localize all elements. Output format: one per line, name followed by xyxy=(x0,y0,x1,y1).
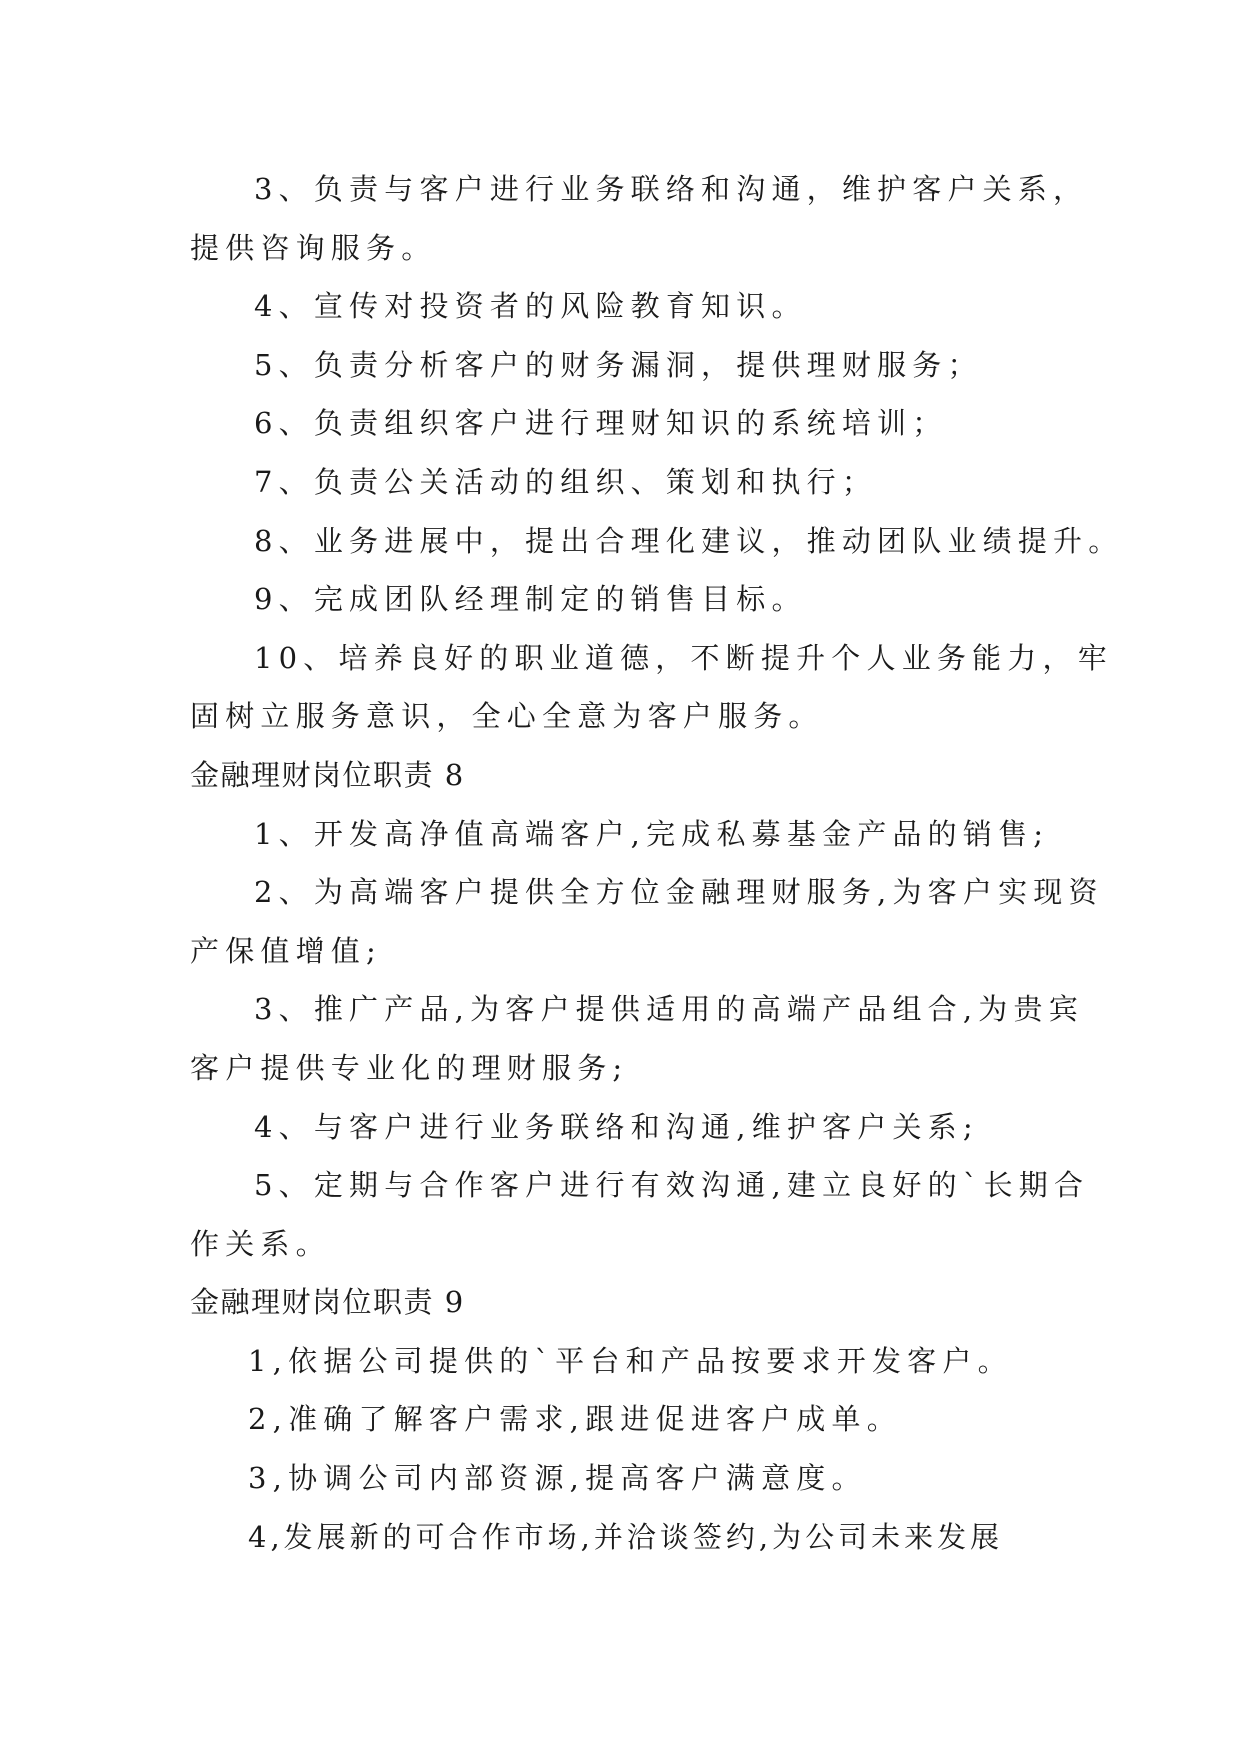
paragraph-line: 2、为高端客户提供全方位金融理财服务,为客户实现资 xyxy=(254,875,1104,910)
paragraph-line: 1、开发高净值高端客户,完成私募基金产品的销售; xyxy=(254,816,1050,851)
paragraph-line: 4、宣传对投资者的风险教育知识。 xyxy=(254,289,807,324)
section-heading: 金融理财岗位职责 8 xyxy=(190,757,465,792)
paragraph-line: 3,协调公司内部资源,提高客户满意度。 xyxy=(248,1461,867,1496)
paragraph-line: 6、负责组织客户进行理财知识的系统培训； xyxy=(254,406,948,441)
paragraph-line: 4,发展新的可合作市场,并洽谈签约,为公司未来发展 xyxy=(248,1519,1004,1554)
paragraph-line: 5、负责分析客户的财务漏洞，提供理财服务； xyxy=(254,347,983,382)
paragraph-line: 固树立服务意识，全心全意为客户服务。 xyxy=(190,699,824,734)
paragraph-line: 3、负责与客户进行业务联络和沟通，维护客户关系， xyxy=(254,172,1089,206)
paragraph-line: 8、业务进展中，提出合理化建议，推动团队业绩提升。 xyxy=(254,523,1124,558)
paragraph-line: 10、培养良好的职业道德，不断提升个人业务能力，牢 xyxy=(254,640,1113,675)
section-heading: 金融理财岗位职责 9 xyxy=(190,1285,465,1320)
document-body xyxy=(190,160,1124,1566)
paragraph-line: 作关系。 xyxy=(190,1226,331,1261)
paragraph-line: 9、完成团队经理制定的销售目标。 xyxy=(254,582,807,617)
paragraph-line: 5、定期与合作客户进行有效沟通,建立良好的`长期合 xyxy=(254,1168,1090,1203)
paragraph-line: 提供咨询服务。 xyxy=(190,230,437,265)
paragraph-line: 2,准确了解客户需求,跟进促进客户成单。 xyxy=(248,1402,902,1437)
paragraph-line: 产保值增值; xyxy=(190,933,382,968)
paragraph-line: 客户提供专业化的理财服务; xyxy=(190,1050,629,1085)
paragraph-line: 7、负责公关活动的组织、策划和执行； xyxy=(254,464,878,499)
paragraph-line: 1,依据公司提供的`平台和产品按要求开发客户。 xyxy=(248,1343,1013,1378)
paragraph-line: 3、推广产品,为客户提供适用的高端产品组合,为贵宾 xyxy=(254,992,1084,1027)
paragraph-line: 4、与客户进行业务联络和沟通,维护客户关系; xyxy=(254,1109,979,1144)
